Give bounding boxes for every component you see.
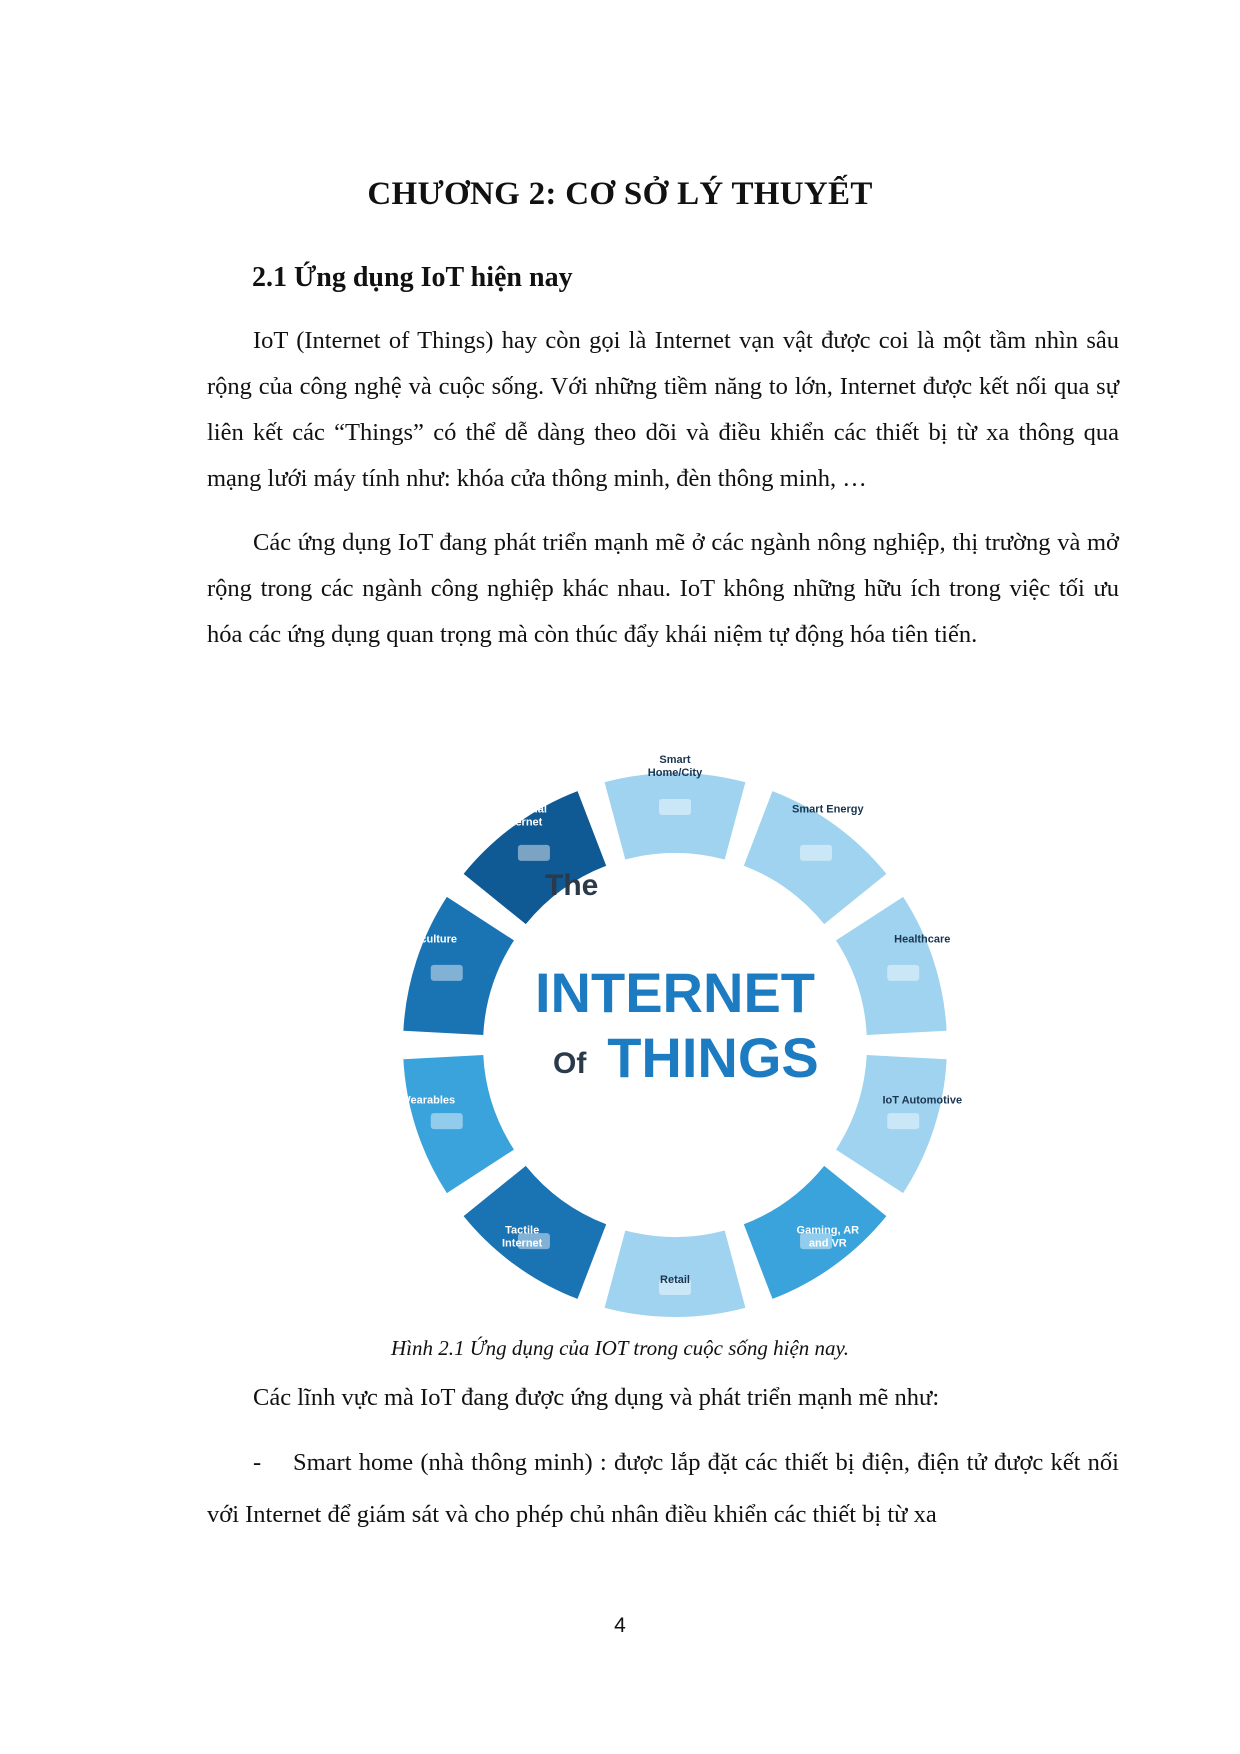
bullet-smart-home-text: Smart home (nhà thông minh) : được lắp đặt các thiết bị điện, điện tử được kết nối với Internet để giám sát và cho phép chủ nhân điều khiển các thiết bị từ xa <box>207 1449 1119 1528</box>
center-text-the: The <box>545 869 599 902</box>
segment-illustration-icon <box>518 845 550 861</box>
segment-label: IoT Automotive <box>882 1094 963 1107</box>
segment-label: Agriculture <box>398 933 458 946</box>
segment-label: Smart Energy <box>792 803 864 816</box>
segment-illustration-icon <box>887 965 919 981</box>
segment-label: Gaming, AR and VR <box>796 1224 860 1250</box>
segment-tactile-internet <box>464 1166 607 1299</box>
section-title: 2.1 Ứng dụng IoT hiện nay <box>252 262 573 293</box>
bullet-smart-home <box>207 1437 1119 1541</box>
segment-label: Smart Home/City <box>647 754 703 779</box>
iot-figure <box>395 754 963 1325</box>
segment-healthcare <box>836 897 950 1035</box>
center-text-of: Of <box>553 1047 587 1080</box>
paragraph-iot-fields: Các lĩnh vực mà IoT đang được ứng dụng và phát triển mạnh mẽ như: <box>253 1384 940 1411</box>
segment-gaming-ar-and-vr <box>744 1166 887 1299</box>
segment-wearables <box>400 1055 514 1193</box>
center-text-internet: INTERNET <box>535 961 815 1024</box>
segment-illustration-icon <box>431 965 463 981</box>
segment-illustration-icon <box>887 1113 919 1129</box>
figure-caption: Hình 2.1 Ứng dụng của IOT trong cuộc sống hiện nay. <box>391 1336 849 1360</box>
segment-label: Industrial Internet <box>497 803 547 829</box>
bullet-dash: - <box>253 1449 262 1476</box>
chapter-title: CHƯƠNG 2: CƠ SỞ LÝ THUYẾT <box>367 176 873 212</box>
segment-illustration-icon <box>659 799 691 815</box>
segment-iot-automotive <box>836 1055 962 1193</box>
segment-agriculture <box>398 897 514 1035</box>
segment-label: Tactile Internet <box>502 1224 543 1250</box>
paragraph-iot-intro: IoT (Internet of Things) hay còn gọi là Internet vạn vật được coi là một tầm nhìn sâu rộng của công nghệ và cuộc sống. Với những tiềm năng to lớn, Internet được kết nối qua sự liên kết các “Things” có thể dễ dàng theo dõi và điều khiển các thiết bị từ xa thông qua mạng lưới máy tính như: khóa cửa thông minh, đèn thông minh, … <box>207 327 1119 492</box>
segment-smart-energy <box>744 791 887 924</box>
segment-retail <box>605 1230 746 1317</box>
segment-shape <box>605 773 746 860</box>
paragraph-iot-applications: Các ứng dụng IoT đang phát triển mạnh mẽ ở các ngành nông nghiệp, thị trường và mở rộng trong các ngành công nghiệp khác nhau. IoT không những hữu ích trong việc tối ưu hóa các ứng dụng quan trọng mà còn thúc đẩy khái niệm tự động hóa tiên tiến. <box>207 529 1119 648</box>
segment-label: Retail <box>660 1274 690 1286</box>
segment-illustration-icon <box>431 1113 463 1129</box>
segment-label: Wearables <box>400 1094 456 1107</box>
segment-industrial-internet <box>464 791 607 924</box>
page-number: 4 <box>614 1614 626 1637</box>
center-text-things: THINGS <box>607 1026 819 1089</box>
segment-smart-home-city <box>605 754 746 860</box>
segment-illustration-icon <box>800 845 832 861</box>
iot-wheel-diagram <box>395 754 963 1325</box>
segment-label: Healthcare <box>894 933 951 946</box>
